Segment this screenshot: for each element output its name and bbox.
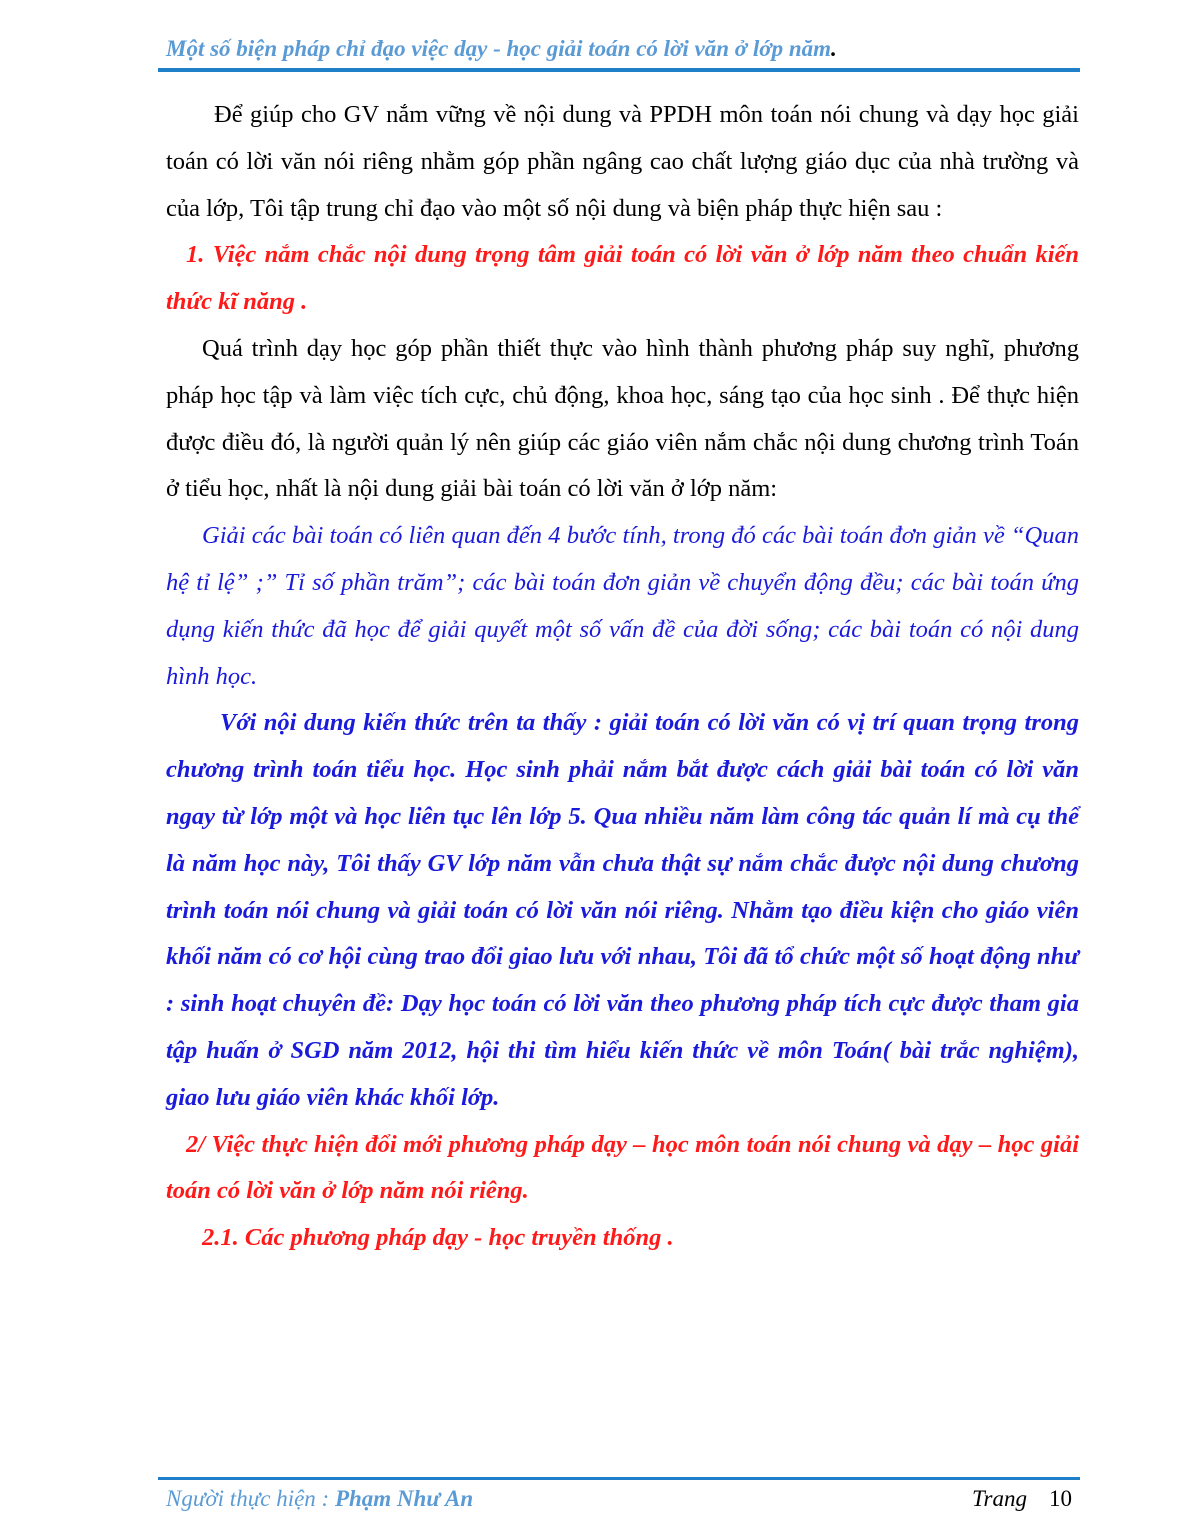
header-title-period: . — [831, 36, 837, 61]
intro-paragraph: Để giúp cho GV nắm vững về nội dung và PPDH môn toán nói chung và dạy học giải toán có lời văn nói riêng nhằm góp phần ngâng cao chất lượng giáo dục của nhà trường và của lớp, Tôi tập trung chỉ đạo vào một số nội dung và biện pháp thực hiện sau : — [166, 101, 1079, 222]
header-divider — [158, 68, 1080, 72]
curriculum-content-paragraph: Giải các bài toán có liên quan đến 4 bước tính, trong đó các bài toán đơn giản về “Quan hệ tỉ lệ” ;” Tỉ số phần trăm”; các bài toán đơn giản về chuyển động đều; các bài toán ứng dụng kiến thức đã học để giải quyết một số vấn đề của đời sống; các bài toán có nội dung hình học. — [166, 522, 1079, 690]
teaching-process-paragraph: Quá trình dạy học góp phần thiết thực vào hình thành phương pháp suy nghĩ, phương pháp học tập và làm việc tích cực, chủ động, khoa học, sáng tạo của học sinh . Để thực hiện được điều đó, là người quản lý nên giúp các giáo viên nắm chắc nội dung chương trình Toán ở tiểu học, nhất là nội dung giải bài toán có lời văn ở lớp năm: — [166, 334, 1079, 503]
footer-author — [166, 1486, 473, 1512]
footer-divider — [158, 1477, 1080, 1480]
subsection-heading-2-1: 2.1. Các phương pháp dạy - học truyền thống . — [202, 1224, 674, 1252]
document-body — [166, 92, 1079, 1262]
author-name: Phạm Như An — [334, 1486, 474, 1511]
page-label: Trang — [972, 1486, 1027, 1511]
analysis-paragraph: Với nội dung kiến thức trên ta thấy : giải toán có lời văn có vị trí quan trọng trong chương trình toán tiểu học. Học sinh phải nắm bắt được cách giải bài toán có lời văn ngay từ lớp một và học liên tục lên lớp 5. Qua nhiều năm làm công tác quản lí mà cụ thể là năm học này, Tôi thấy GV lớp năm vẫn chưa thật sự nắm chắc được nội dung chương trình toán nói chung và giải toán có lời văn nói riêng. Nhằm tạo điều kiện cho giáo viên khối năm có cơ hội cùng trao đổi giao lưu với nhau, Tôi đã tổ chức một số hoạt động như : sinh hoạt chuyên đề: Dạy học toán có lời văn theo phương pháp tích cực được tham gia tập huấn ở SGD năm 2012, hội thi tìm hiểu kiến thức về môn Toán( bài trắc nghiệm), giao lưu giáo viên khác khối lớp. — [166, 709, 1079, 1111]
section-heading-1: 1. Việc nắm chắc nội dung trọng tâm giải toán có lời văn ở lớp năm theo chuẩn kiến thức kĩ năng . — [166, 241, 1079, 316]
section-heading-2: 2/ Việc thực hiện đổi mới phương pháp dạy – học môn toán nói chung và dạy – học giải toán có lời văn ở lớp năm nói riêng. — [166, 1130, 1079, 1205]
page-header — [166, 36, 1081, 62]
header-title: Một số biện pháp chỉ đạo việc dạy - học giải toán có lời văn ở lớp năm — [166, 36, 832, 61]
author-label: Người thực hiện : — [166, 1486, 335, 1511]
footer-page — [972, 1486, 1072, 1512]
page-number: 10 — [1048, 1486, 1072, 1511]
